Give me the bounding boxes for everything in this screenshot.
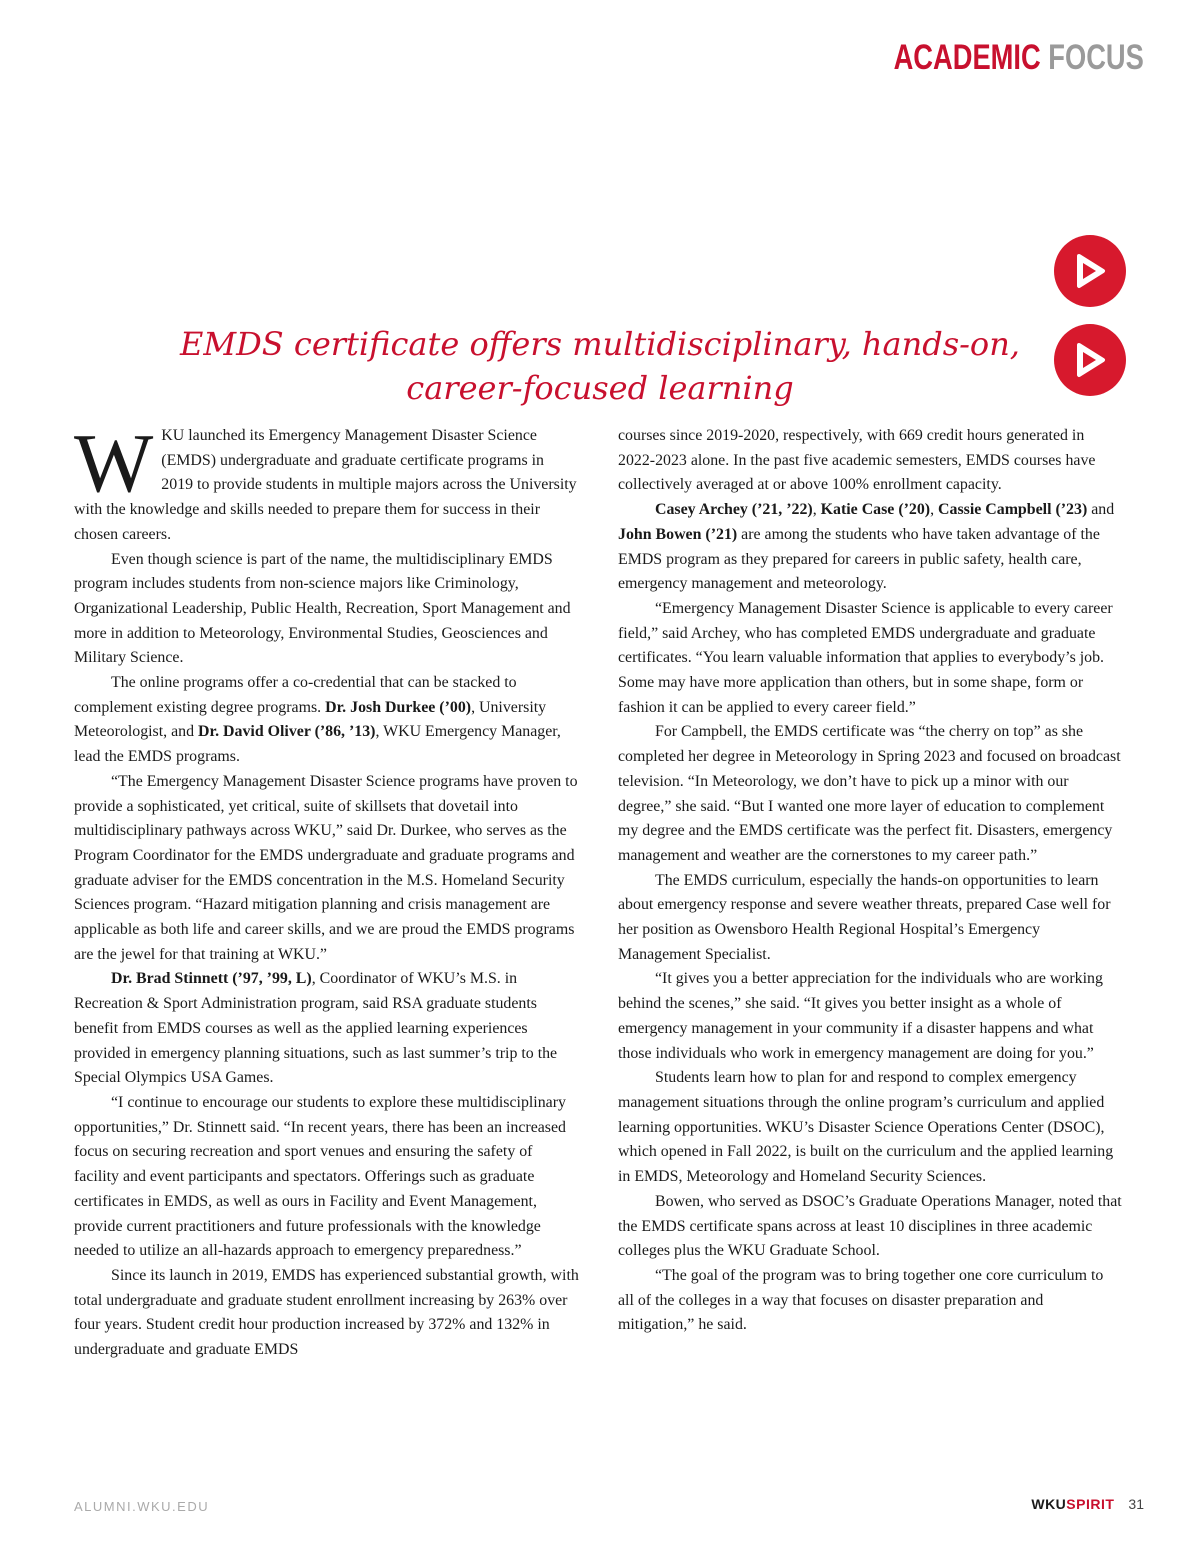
paragraph: For Campbell, the EMDS certificate was “the cherry on top” as she completed her degree in Meteorology in Spring 2023 and focused on broadcast television. “In Meteorology, we don’t have to pick up a minor with our degree,” she said. “But I wanted one more layer of education to complement my degree and the EMDS certificate was the perfect fit. Disasters, emergency management and weather are the cornerstones to my career path.”: [618, 723, 1121, 864]
paragraph: “It gives you a better appreciation for the individuals who are working behind the scenes,” she said. “It gives you better insight as a whole of emergency management in your community if a disaster happens and what those individuals who work in emergency management are doing for you.”: [618, 970, 1103, 1062]
paragraph: Since its launch in 2019, EMDS has experienced substantial growth, with total undergraduate and graduate student enrollment increasing by 263% over four years. Student credit hour production increased by 372% and 132% in undergraduate and graduate EMDS: [74, 1266, 579, 1359]
article-headline: [120, 322, 1080, 410]
paragraph: Dr. Brad Stinnett (’97, ’99, L), Coordinator of WKU’s M.S. in Recreation & Sport Administration program, said RSA graduate students benefit from EMDS courses as well as the applied learning experiences provided in emergency planning situations, such as last summer’s trip to the Special Olympics USA Games.: [74, 970, 558, 1087]
footer-brand-area: [1031, 1496, 1144, 1512]
person-name: Dr. Brad Stinnett (’97, ’99, L): [111, 970, 312, 988]
paragraph: “I continue to encourage our students to explore these multidisciplinary opportunities,” Dr. Stinnett said. “In recent years, there has been an increased focus on securing recreation and sport venues and ensuring the safety of facility and event participants and spectators. Offerings such as graduate certificates in EMDS, as well as ours in Facility and Event Management, provide current practitioners and future professionals with the knowledge needed to utilize an all-hazards approach to emergency preparedness.”: [74, 1093, 566, 1260]
article-column-left: [74, 417, 579, 1363]
paragraph: “The Emergency Management Disaster Science programs have proven to provide a sophisticated, yet critical, suite of skillsets that dovetail into multidisciplinary pathways across WKU,” said Dr. Durkee, who serves as the Program Coordinator for the EMDS undergraduate and graduate programs and graduate adviser for the EMDS concentration in the M.S. Homeland Security Sciences program. “Hazard mitigation planning and crisis management are applicable as both life and career skills, and we are proud the EMDS programs are the jewel for that training at WKU.”: [74, 772, 578, 963]
play-icon: [1073, 253, 1107, 289]
paragraph: Students learn how to plan for and respond to complex emergency management situations through the online program’s curriculum and applied learning opportunities. WKU’s Disaster Science Operations Center (DSOC), which opened in Fall 2022, is built on the curriculum and the applied learning in EMDS, Meteorology and Homeland Security Sciences.: [618, 1069, 1114, 1186]
paragraph: Bowen, who served as DSOC’s Graduate Operations Manager, noted that the EMDS certificate spans across at least 10 disciplines in three academic colleges plus the WKU Graduate School.: [618, 1192, 1122, 1260]
person-name: Casey Archey (’21, ’22): [655, 501, 813, 519]
play-video-button-1[interactable]: [1054, 235, 1126, 307]
paragraph: The online programs offer a co-credential that can be stacked to complement existing degree programs. Dr. Josh Durkee (’00), University Meteorologist, and Dr. David Oliver (’86, ’13), WKU Emergency Manager, lead the EMDS programs.: [74, 674, 561, 766]
magazine-brand: WKUSPIRIT: [1031, 1496, 1115, 1512]
paragraph: Casey Archey (’21, ’22), Katie Case (’20), Cassie Campbell (’23) and John Bowen (’21) are among the students who have taken advantage of the EMDS program as they prepared for careers in public safety, health care, emergency management and meteorology.: [618, 501, 1115, 593]
person-name: John Bowen (’21): [618, 525, 738, 543]
section-label-word2: FOCUS: [1048, 38, 1144, 77]
section-label: [894, 38, 1144, 78]
section-label-word1: ACADEMIC: [893, 38, 1041, 77]
person-name: Dr. Josh Durkee (’00): [325, 698, 472, 716]
person-name: Dr. David Oliver (’86, ’13): [198, 723, 376, 741]
headline-line-1: EMDS certificate offers multidisciplinary, hands-on,: [180, 325, 1020, 363]
page-number: 31: [1128, 1496, 1144, 1512]
person-name: Katie Case (’20): [820, 501, 931, 519]
headline-line-2: career-focused learning: [406, 369, 794, 407]
paragraph: The EMDS curriculum, especially the hands-on opportunities to learn about emergency response and severe weather threats, prepared Case well for her position as Owensboro Health Regional Hospital’s Emergency Management Specialist.: [618, 871, 1111, 963]
article-column-right: [618, 424, 1123, 1338]
paragraph: Even though science is part of the name, the multidisciplinary EMDS program includes students from non-science majors like Criminology, Organizational Leadership, Public Health, Recreation, Sport Management and more in addition to Meteorology, Environmental Studies, Geosciences and Military Science.: [74, 550, 571, 667]
paragraph: “The goal of the program was to bring together one core curriculum to all of the colleges in a way that focuses on disaster preparation and mitigation,” he said.: [618, 1266, 1104, 1334]
drop-cap: W: [74, 417, 154, 510]
paragraph: courses since 2019-2020, respectively, with 669 credit hours generated in 2022-2023 alone. In the past five academic semesters, EMDS courses have collectively averaged at or above 100% enrollment capacity.: [618, 427, 1096, 494]
person-name: Cassie Campbell (’23): [938, 501, 1088, 519]
paragraph: WKU launched its Emergency Management Disaster Science (EMDS) undergraduate and graduate certificate programs in 2019 to provide students in multiple majors across the University with the knowledge and skills needed to prepare them for success in their chosen careers.: [74, 417, 577, 543]
footer-url[interactable]: ALUMNI.WKU.EDU: [74, 1499, 210, 1514]
paragraph: “Emergency Management Disaster Science is applicable to every career field,” said Archey, who has completed EMDS undergraduate and graduate certificates. “You learn valuable information that applies to everybody’s job. Some may have more application than others, but in some shape, form or fashion it can be applied to every career field.”: [618, 599, 1113, 716]
